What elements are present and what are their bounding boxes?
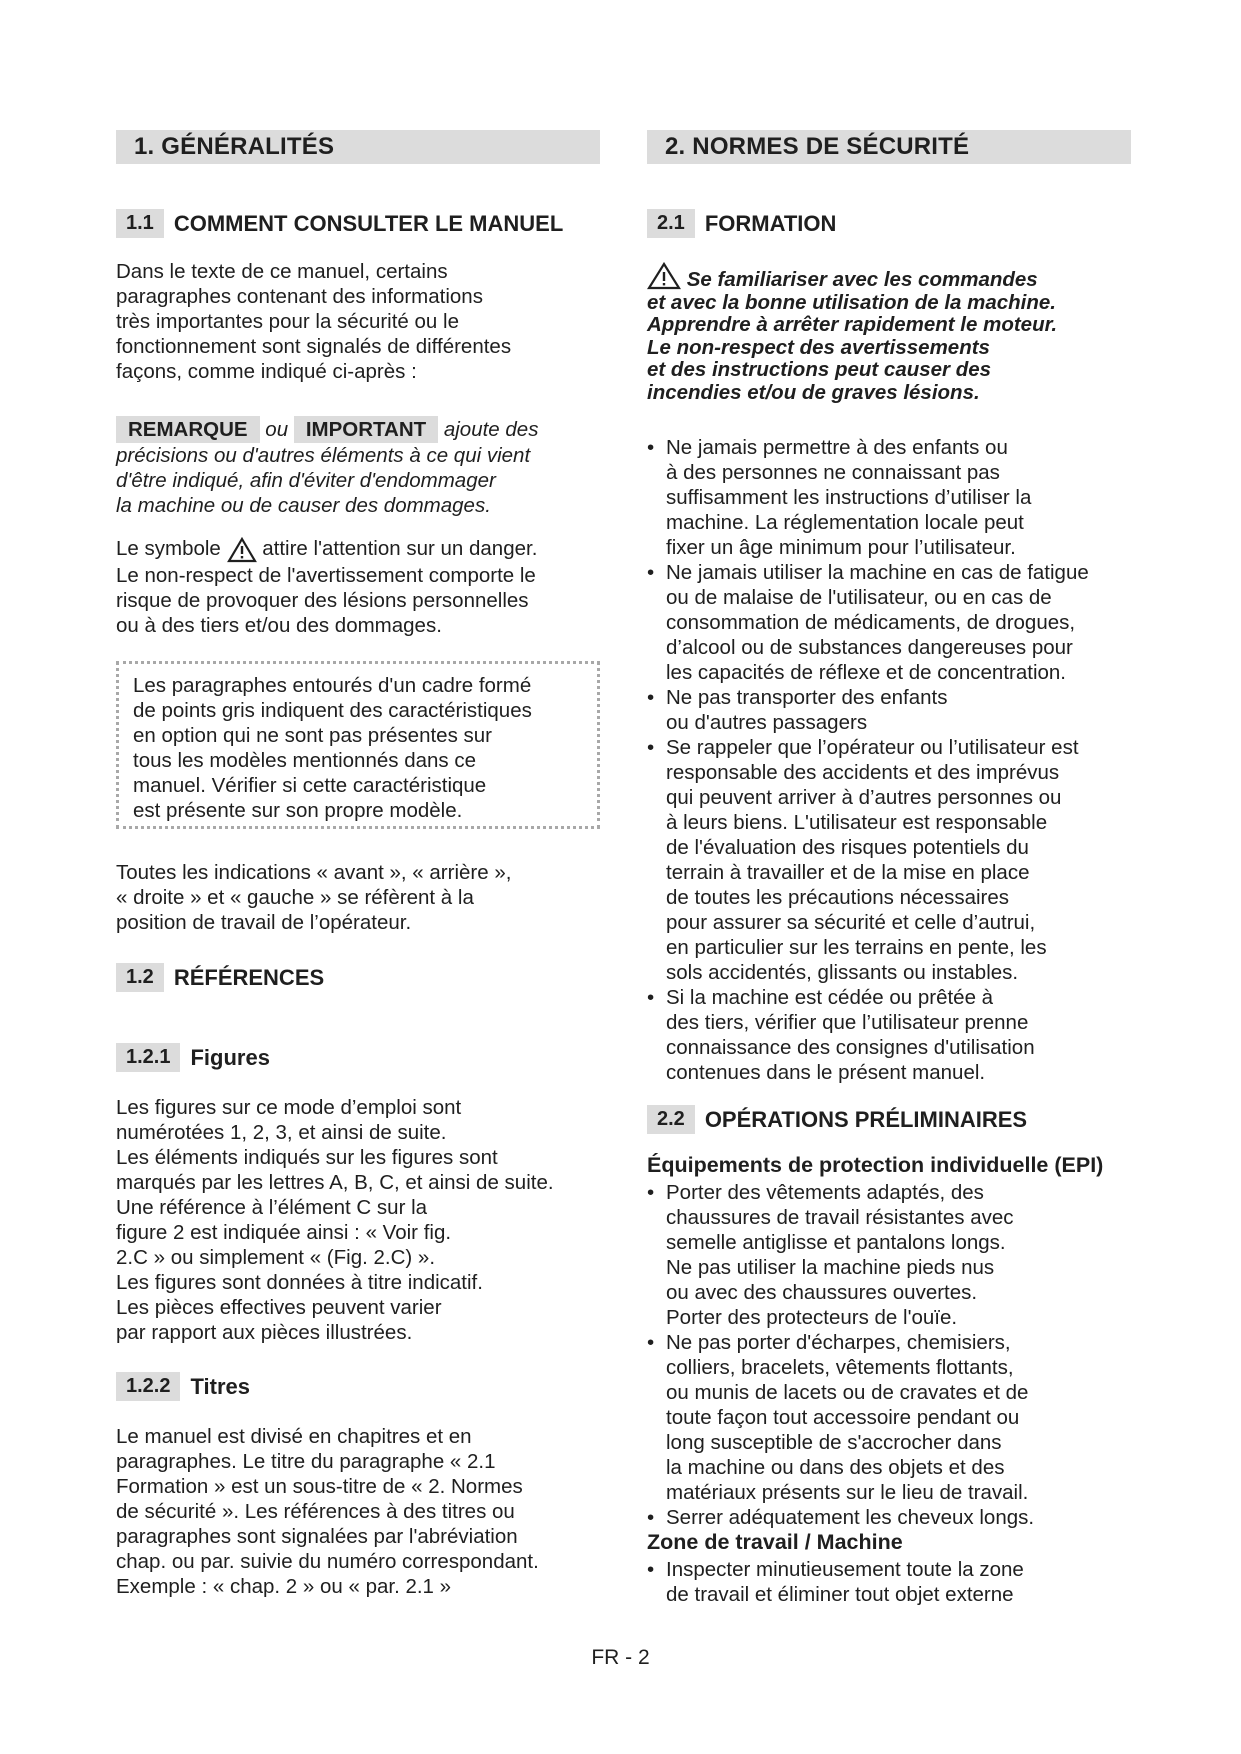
heading-title: OPÉRATIONS PRÉLIMINAIRES — [704, 1106, 1028, 1132]
important-label: IMPORTANT — [294, 416, 438, 443]
directions-paragraph: Toutes les indications « avant », « arrière », « droite » et « gauche » se réfèrent à la position de travail de l’opérateur. — [116, 861, 512, 934]
heading-number: 1.1 — [116, 209, 164, 238]
training-bullet-list — [647, 435, 1157, 1085]
heading-2-1 — [647, 209, 836, 238]
list-item: • Se rappeler que l’opérateur ou l’utilisateur est responsable des accidents et des imprévus qui peuvent arriver à d’autres personnes ou à leurs biens. L'utilisateur est responsable de l'évaluation des risques potentiels du terrain à travailler et de la mise en place de toutes les précautions nécessaires pour assurer sa sécurité et celle d’autrui, en particulier sur les terrains en pente, les sols accidentés, glissants ou instables. — [647, 735, 1157, 985]
heading-number: 1.2 — [116, 963, 164, 992]
heading-title: Figures — [190, 1044, 270, 1070]
heading-number: 2.2 — [647, 1105, 695, 1134]
ou-text: ou — [265, 418, 289, 441]
note-text-2: précisions ou d'autres éléments à ce qui vient d'être indiqué, afin d'éviter d'endommager la machine ou de causer des dommages. — [116, 444, 531, 517]
list-item: • Inspecter minutieusement toute la zone de travail et éliminer tout objet externe — [647, 1557, 1157, 1607]
list-item: • Ne pas transporter des enfants ou d'autres passagers — [647, 685, 1157, 735]
warning-first-line: Se familiariser avec les commandes — [686, 268, 1038, 291]
warning-triangle-icon — [227, 537, 257, 563]
warning-rest: et avec la bonne utilisation de la machine. Apprendre à arrêter rapidement le moteur. Le non-respect des avertissements et des instructions peut causer des incendies et/ou de graves lésions. — [647, 290, 1058, 404]
remarque-label: REMARQUE — [116, 416, 260, 443]
list-item: • Ne jamais utiliser la machine en cas de fatigue ou de malaise de l'utilisateur, ou en cas de consommation de médicaments, de drogues, d’alcool ou de substances dangereuses pour les capacités de réflexe et de concentration. — [647, 560, 1157, 685]
list-item: • Porter des vêtements adaptés, des chaussures de travail résistantes avec semelle antiglisse et pantalons longs. Ne pas utiliser la machine pieds nus ou avec des chaussures ouvertes. Porter des protecteurs de l'ouïe. — [647, 1180, 1157, 1330]
warning-triangle-icon — [647, 262, 681, 290]
heading-title: Titres — [190, 1373, 250, 1399]
list-item: • Ne jamais permettre à des enfants ou à des personnes ne connaissant pas suffisamment les instructions d’utiliser la machine. La réglementation locale peut fixer un âge minimum pour l’utilisateur. — [647, 435, 1157, 560]
heading-number: 1.2.2 — [116, 1372, 180, 1401]
symbole-after-text: attire l'attention sur un danger. — [262, 537, 538, 560]
note-paragraph — [116, 416, 600, 518]
list-item: • Serrer adéquatement les cheveux longs. — [647, 1505, 1157, 1530]
heading-number: 1.2.1 — [116, 1043, 180, 1072]
section-1-heading: 1. GÉNÉRALITÉS — [116, 130, 600, 164]
heading-title: COMMENT CONSULTER LE MANUEL — [173, 210, 564, 236]
danger-paragraph — [116, 536, 606, 638]
danger-rest-text: Le non-respect de l'avertissement comporte le risque de provoquer des lésions personnelles ou à des tiers et/ou des dommages. — [116, 563, 536, 637]
heading-number: 2.1 — [647, 209, 695, 238]
heading-1-2-2 — [116, 1372, 250, 1401]
optional-features-box: Les paragraphes entourés d'un cadre formé de points gris indiquent des caractéristiques en option qui ne sont pas présentes sur tous les modèles mentionnés dans ce manuel. Vérifier si cette caractéristique est présente sur son propre modèle. — [116, 661, 600, 829]
section-2-heading: 2. NORMES DE SÉCURITÉ — [647, 130, 1131, 164]
heading-1-2-1 — [116, 1043, 270, 1072]
page-number: FR - 2 — [591, 1646, 650, 1669]
heading-1-2 — [116, 963, 324, 992]
zone-bullet-list — [647, 1557, 1157, 1607]
epi-subtitle: Équipements de protection individuelle (EPI) — [647, 1153, 1104, 1177]
symbole-text: Le symbole — [116, 537, 221, 560]
list-item: • Si la machine est cédée ou prêtée à des tiers, vérifier que l’utilisateur prenne connaissance des consignes d'utilisation contenues dans le présent manuel. — [647, 985, 1157, 1085]
heading-2-2 — [647, 1105, 1027, 1134]
heading-title: RÉFÉRENCES — [173, 964, 325, 990]
training-warning — [647, 262, 1147, 404]
figures-paragraph: Les figures sur ce mode d’emploi sont numérotées 1, 2, 3, et ainsi de suite. Les éléments indiqués sur les figures sont marqués par les lettres A, B, C, et ainsi de suite. Une référence à l’élément C sur la figure 2 est indiquée ainsi : « Voir fig. 2.C » ou simplement « (Fig. 2.C) ». Les figures sont données à titre indicatif. Les pièces effectives peuvent varier par rapport aux pièces illustrées. — [116, 1096, 554, 1344]
heading-title: FORMATION — [704, 210, 837, 236]
epi-bullet-list — [647, 1180, 1157, 1530]
note-text-1: ajoute des — [443, 418, 539, 441]
intro-paragraph: Dans le texte de ce manuel, certains paragraphes contenant des informations très importantes pour la sécurité ou le fonctionnement sont signalés de différentes façons, comme indiqué ci-après : — [116, 260, 512, 383]
list-item: • Ne pas porter d'écharpes, chemisiers, colliers, bracelets, vêtements flottants, ou munis de lacets ou de cravates et de toute façon tout accessoire pendant ou long susceptible de s'accrocher dans la machine ou dans des objets et des matériaux présents sur le lieu de travail. — [647, 1330, 1157, 1505]
heading-1-1 — [116, 209, 563, 238]
zone-subtitle: Zone de travail / Machine — [647, 1530, 903, 1554]
titles-paragraph: Le manuel est divisé en chapitres et en paragraphes. Le titre du paragraphe « 2.1 Formation » est un sous-titre de « 2. Normes de sécurité ». Les références à des titres ou paragraphes sont signalées par l'abréviation chap. ou par. suivie du numéro correspondant. Exemple : « chap. 2 » ou « par. 2.1 » — [116, 1425, 539, 1598]
